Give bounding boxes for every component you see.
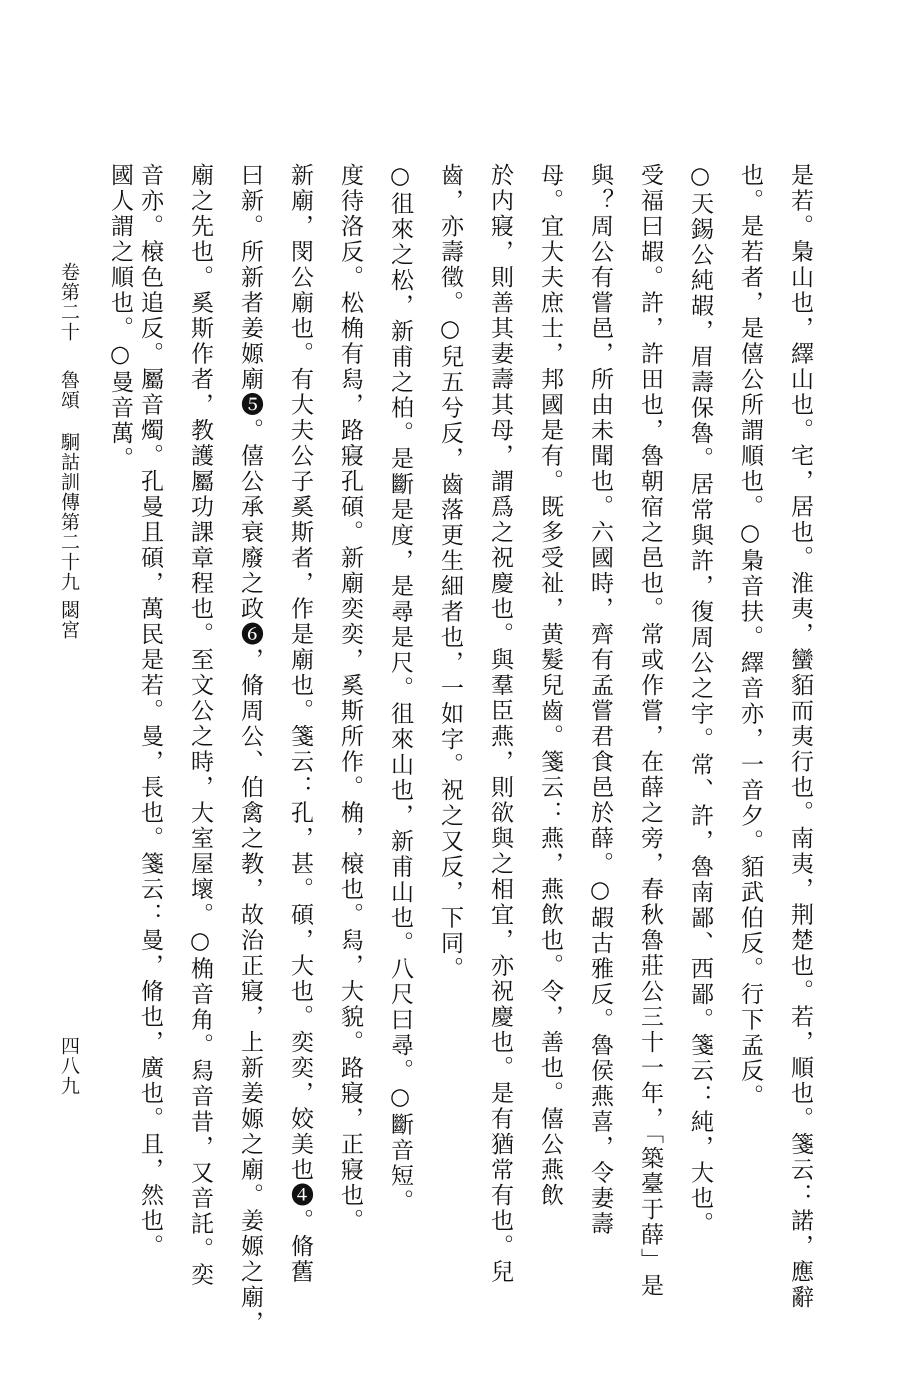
text-column: 廟之先也。奚斯作者，教護屬功課章程也。至文公之時，大室屋壞。○桷音角。舄音昔，又音託。奕	[187, 163, 213, 1288]
text-column: 音亦。榱色追反。屬音燭。孔曼且碩，萬民是若。曼，長也。箋云：曼，脩也，廣也。且，然也。	[137, 163, 163, 1260]
text-column: 與？周公有嘗邑，所由未聞也。六國時，齊有孟嘗君食邑於薛。○嘏古雅反。魯侯燕喜，令妻壽	[587, 163, 613, 1237]
text-column: 國人謂之順也。○曼音萬。	[107, 163, 133, 472]
text-column: ○天錫公純嘏，眉壽保魯。居常與許，復周公之宇。常、許，魯南鄙、西鄙。箋云：純，大也。	[687, 163, 713, 1237]
running-header-volume: 卷第二十	[58, 262, 80, 342]
text-column: 母。宜大夫庶士，邦國是有。既多受祉，黄髮兒齒。箋云：燕，燕飲也。令，善也。僖公燕飲	[537, 163, 563, 1209]
text-column: 新廟，閔公廟也。有大夫公子奚斯者，作是廟也。箋云：孔，甚。碩，大也。奕奕，姣美也❹。脩舊	[287, 163, 313, 1285]
running-header-chapter: 駉詁訓傳第二十九	[58, 432, 80, 592]
running-header-section: 魯頌	[58, 370, 80, 410]
text-column: 受福曰嘏。許，許田也，魯朝宿之邑也。常或作嘗，在薛之旁，春秋魯莊公三十一年，「築臺于薛」是	[637, 163, 663, 1299]
page-number: 四八九	[58, 1036, 80, 1096]
text-column: 於内寢，則善其妻壽其母，謂爲之祝慶也。與羣臣燕，則欲與之相宜，亦祝慶也。是有猶常有也。兒	[487, 163, 513, 1285]
text-column: 度待洛反。松桷有舄，路寢孔碩。新廟奕奕，奚斯所作。桷，榱也。舄，大貌。路寢，正寢也。	[337, 163, 363, 1234]
text-column: 也。是若者，是僖公所謂順也。○梟音扶。繹音亦，一音夕。貊武伯反。行下孟反。	[737, 163, 763, 1110]
text-column: ○徂來之松，新甫之柏。是斷是度，是尋是尺。徂來山也，新甫山也。八尺曰尋。○斷音短。	[387, 163, 413, 1215]
text-column: 齒，亦壽徵。○兒五兮反，齒落更生細者也，一如字。祝之又反，下同。	[437, 163, 463, 982]
running-header-poem: 閟宮	[58, 600, 80, 640]
text-column: 是若。梟山也，繹山也。宅，居也。淮夷，蠻貊而夷行也。南夷，荆楚也。若，順也。箋云：諾，應辭	[787, 163, 813, 1311]
text-column: 曰新。所新者姜嫄廟❺。僖公承衰廢之政❻，脩周公、伯禽之教，故治正寢，上新姜嫄之廟。姜嫄之廟，	[237, 163, 263, 1336]
